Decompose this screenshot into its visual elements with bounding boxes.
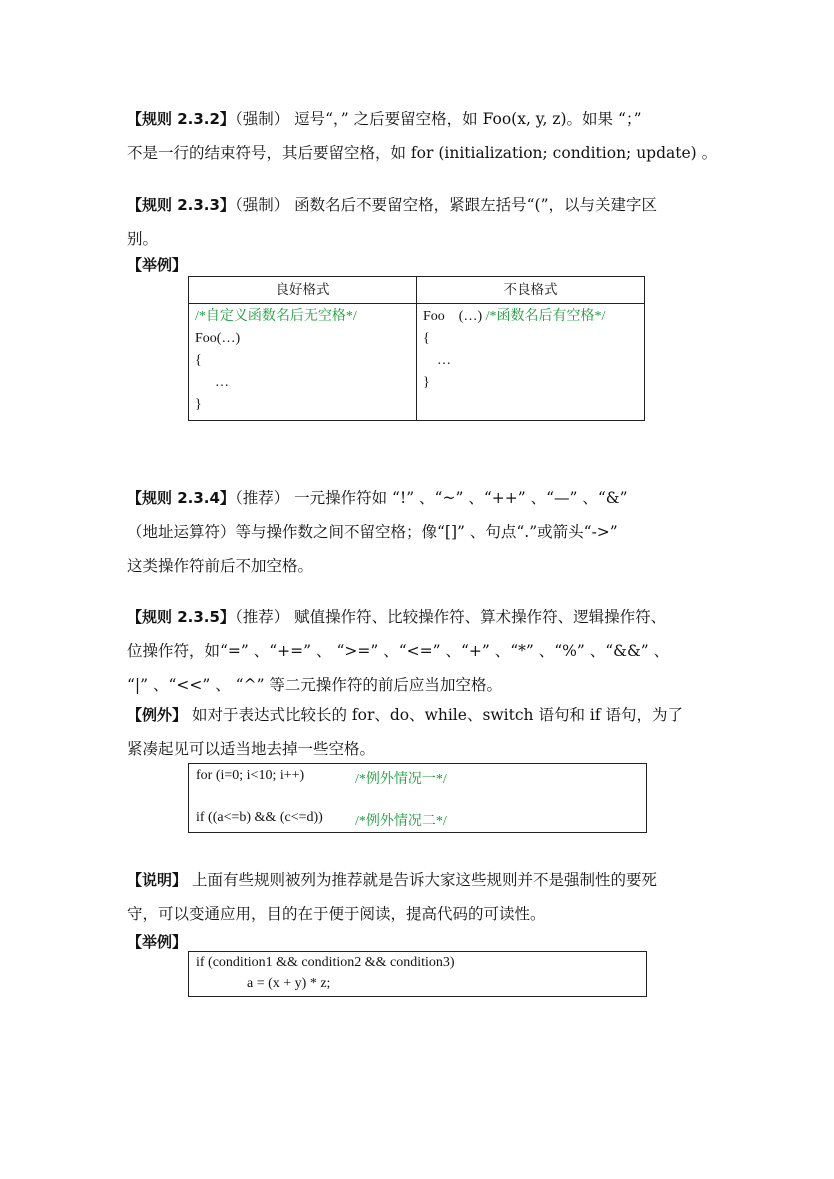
rule-text: 逗号“，” 之后要留空格，如 Foo(x, y, z)。如果 “；” [289,110,642,128]
note [127,863,717,931]
rule-level: （强制） [234,196,290,214]
example-label: 【举例】 [127,256,188,274]
rule-2-3-4-line3: 这类操作符前后不加空格。 [127,557,314,575]
example-code-box [188,951,647,997]
note-label: 【说明】 [127,871,188,889]
good-code-line: { [195,353,202,368]
rule-2-3-3-line2: 别。 [127,230,159,248]
rule-level: （强制） [234,110,290,128]
rule-2-3-5-line2: 位操作符，如“=” 、“+=” 、 “>=” 、“<=” 、“+” 、“*” 、“%” 、“&&” 、 [127,642,670,660]
exception-comment-2: /*例外情况二*/ [355,814,447,829]
exception-code-1: for (i=0; i<10; i++) [196,768,305,783]
exception-code-box [188,763,647,833]
rule-text: 一元操作符如 “!” 、“~” 、“++” 、“—” 、“&” [289,489,628,507]
rule-2-3-2 [127,102,717,170]
rule-2-3-3 [127,188,717,256]
good-code-line: Foo(…) [195,331,241,346]
rule-2-3-2-line1 [127,102,717,136]
exception-text: 如对于表达式比较长的 for、do、while、switch 语句和 if 语句，为了 [187,706,683,724]
rule-2-3-3-line1 [127,188,717,222]
rule-2-3-4 [127,481,717,583]
exception-label: 【例外】 [127,706,188,724]
rule-2-3-5 [127,600,717,702]
exception-comment-1: /*例外情况一*/ [355,772,447,787]
bad-code-first-line [423,306,638,328]
rule-2-3-5-line3: “|” 、“<<” 、 “^” 等二元操作符的前后应当加空格。 [127,676,502,694]
rule-2-3-2-line2: 不是一行的结束符号，其后要留空格，如 for (initialization; condition; update) 。 [127,144,718,162]
rule-label: 【规则 2.3.5】 [127,608,235,626]
rule-2-3-4-line1 [127,481,717,515]
good-code-line: … [215,375,229,390]
rule-2-3-5-line1 [127,600,717,634]
example-label: 【举例】 [127,933,188,951]
bad-code-line: } [423,375,430,390]
rule-label: 【规则 2.3.2】 [127,110,235,128]
bad-comment: /*函数名后有空格*/ [485,309,606,324]
table-header-bad: 不良格式 [417,277,645,304]
format-comparison-table [188,276,645,421]
rule-level: （推荐） [234,608,290,626]
example-code-1: if (condition1 && condition2 && condition3) [196,955,455,970]
rule-level: （推荐） [234,489,290,507]
note-line2: 守，可以变通应用，目的在于便于阅读，提高代码的可读性。 [127,905,546,923]
exception [127,698,717,766]
bad-code-line: … [437,353,451,368]
example-code-2: a = (x + y) * z; [247,976,331,991]
exception-code-2: if ((a<=b) && (c<=d)) [196,810,323,825]
rule-2-3-4-line2: （地址运算符）等与操作数之间不留空格；像“[]” 、句点“.”或箭头“->” [127,523,618,541]
note-text: 上面有些规则被列为推荐就是告诉大家这些规则并不是强制性的要死 [187,871,657,889]
rule-text: 赋值操作符、比较操作符、算术操作符、逻辑操作符、 [289,608,667,626]
note-line1 [127,863,717,897]
exception-line1 [127,698,717,732]
rule-label: 【规则 2.3.4】 [127,489,235,507]
rule-text: 函数名后不要留空格，紧跟左括号“(”，以与关建字区 [289,196,658,214]
bad-code-line: { [423,331,430,346]
good-comment: /*自定义函数名后无空格*/ [195,309,357,324]
bad-format-cell [417,304,645,421]
good-format-cell [189,304,417,421]
exception-line2: 紧凑起见可以适当地去掉一些空格。 [127,740,376,758]
good-code-line: } [195,397,202,412]
bad-code: Foo (…) [423,309,486,324]
rule-label: 【规则 2.3.3】 [127,196,235,214]
table-header-good: 良好格式 [189,277,417,304]
